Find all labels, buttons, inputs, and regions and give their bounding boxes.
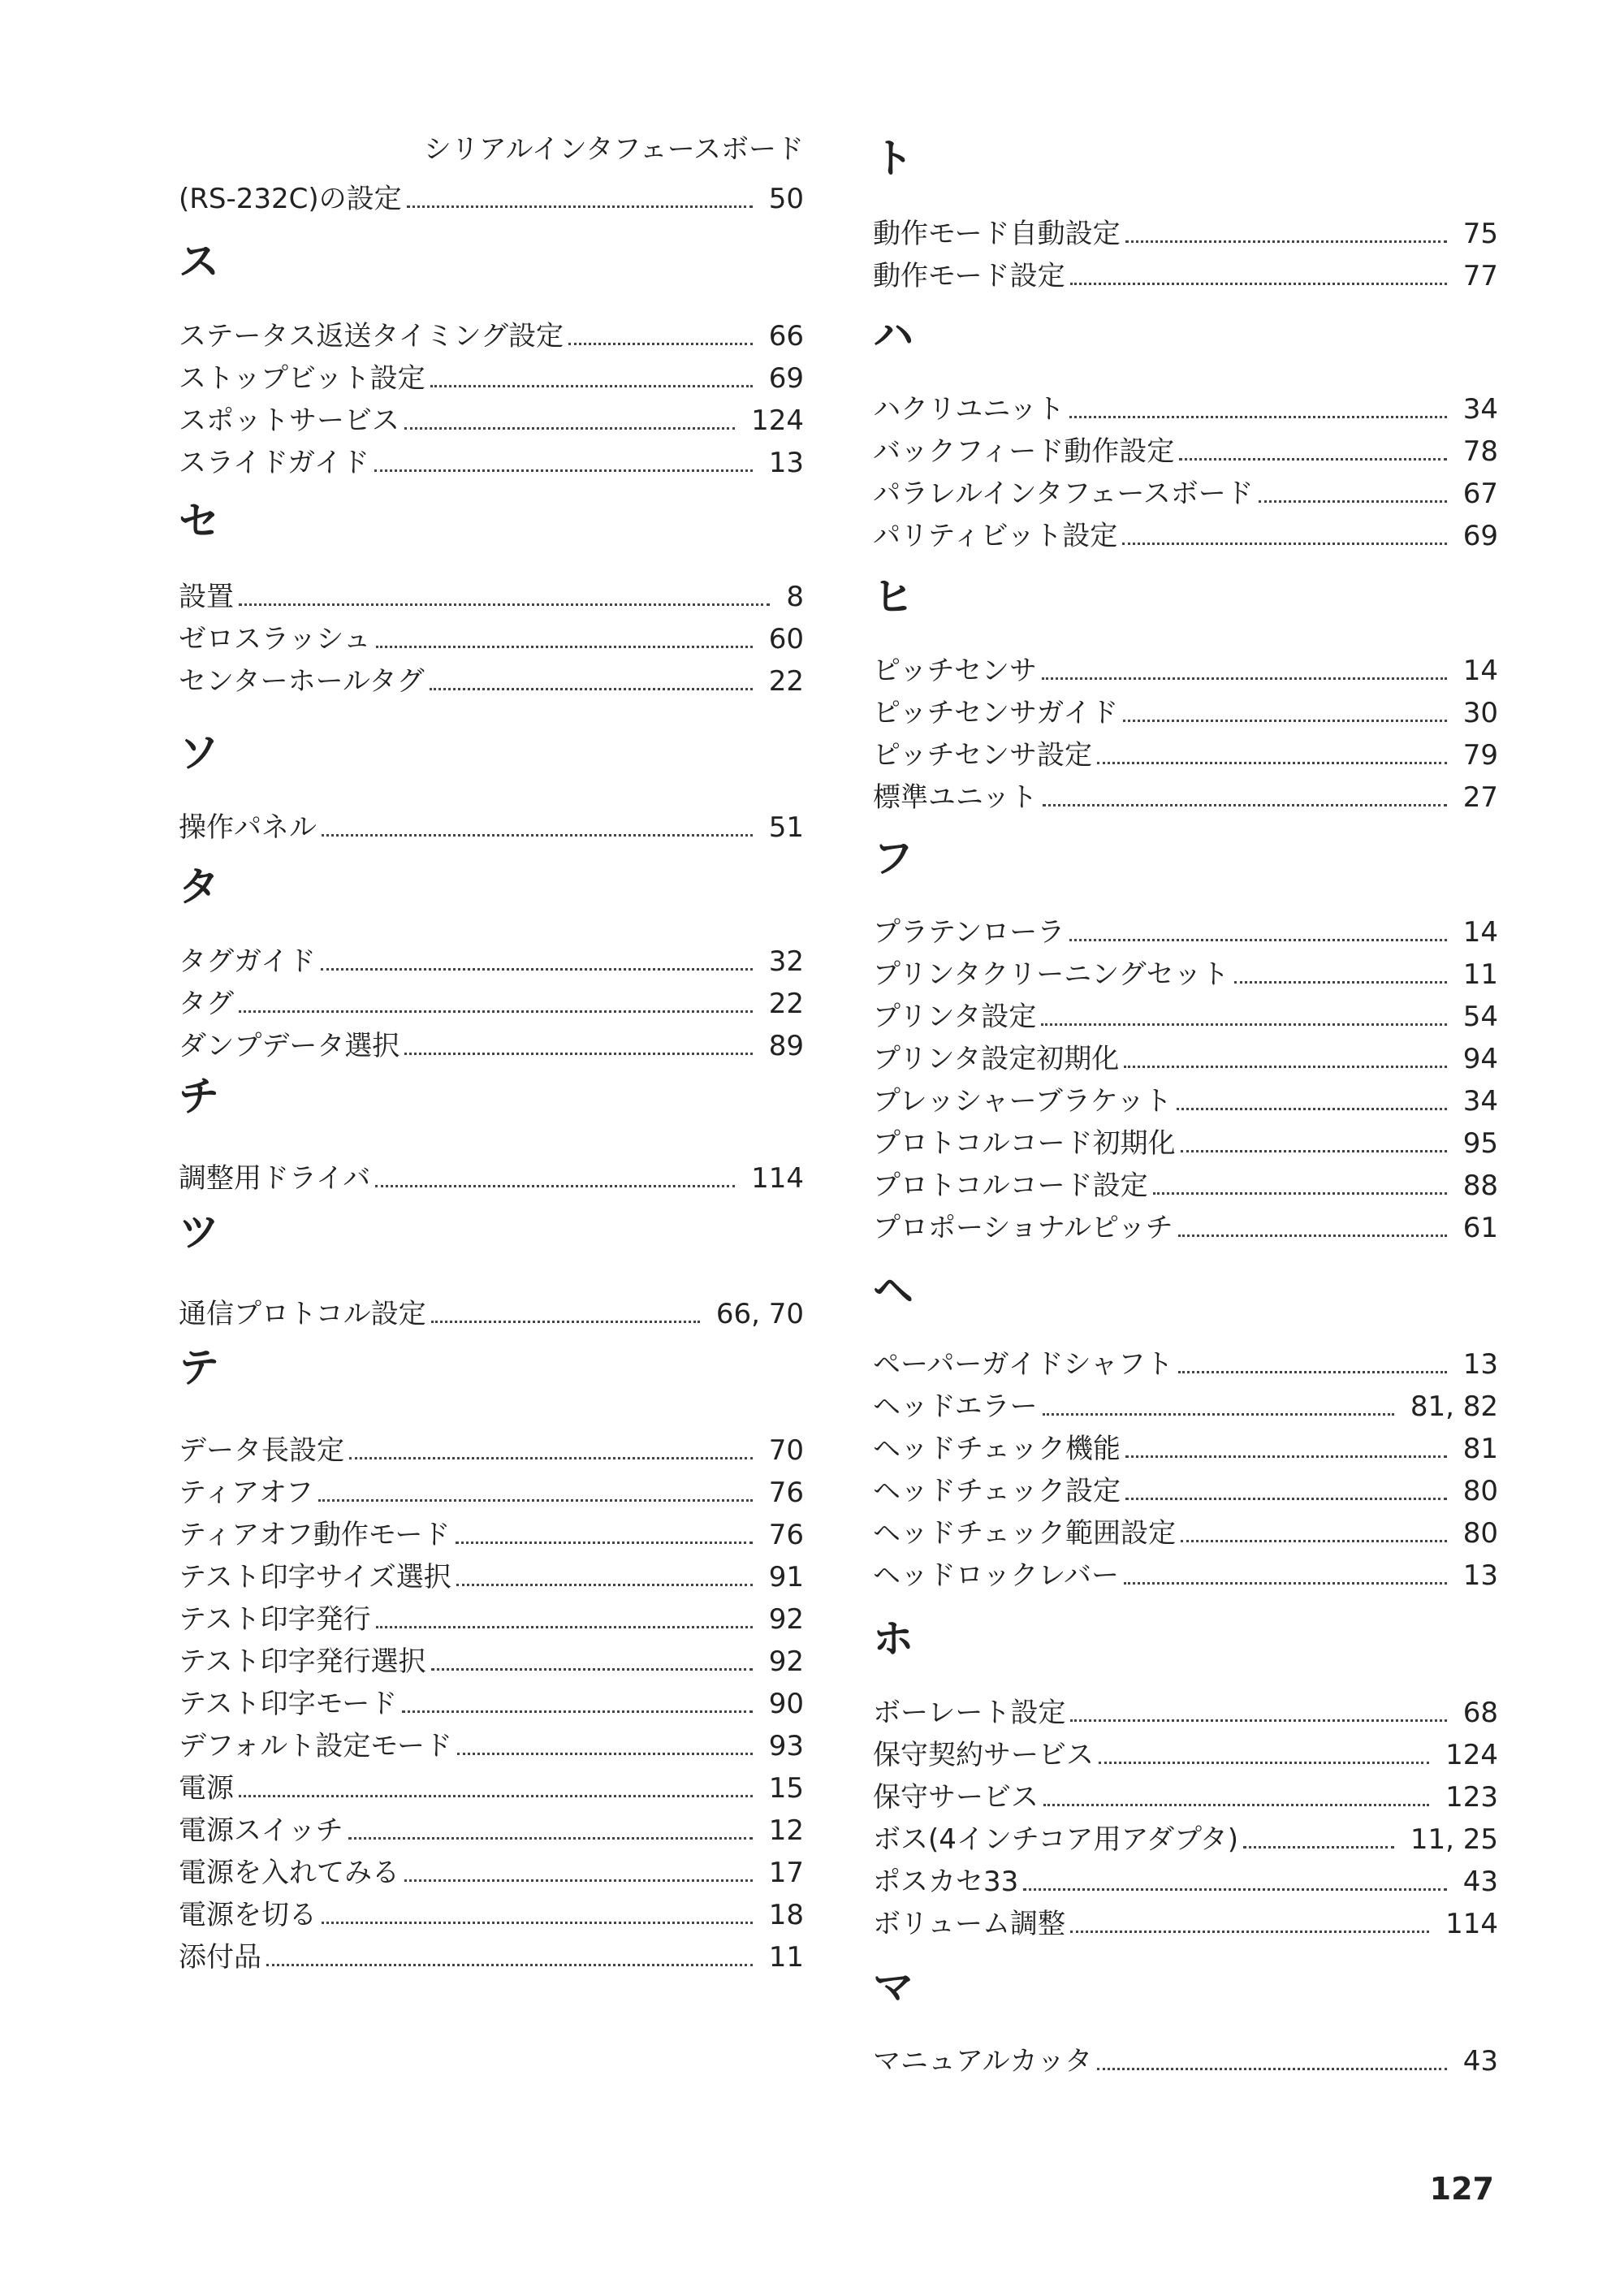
dot-leader [266,1964,753,1966]
index-page-ref: 80 [1462,1475,1498,1507]
index-term: ティアオフ [179,1477,313,1509]
index-term: ティアオフ動作モード [179,1519,451,1551]
index-entry [179,1844,804,1887]
index-term: ピッチセンサガイド [873,697,1119,729]
index-entry [179,975,804,1018]
index-term: プロトコルコード初期化 [873,1127,1176,1160]
dot-leader [404,1053,752,1055]
index-entry [873,727,1498,772]
dot-leader [1070,283,1447,285]
index-page-ref: 80 [1462,1517,1498,1550]
dot-leader [1097,2068,1446,2070]
index-term: 電源 [179,1772,234,1805]
index-term: 動作モード設定 [873,260,1065,292]
index-entry [873,2033,1498,2078]
index-term: プリンタ設定 [873,1001,1037,1033]
dot-leader [349,1457,753,1459]
index-term: ダンプデータ選択 [179,1030,400,1062]
index-page-ref: 91 [768,1561,804,1593]
index-entry [873,1378,1498,1423]
dot-leader [1099,1762,1429,1764]
dot-leader [1122,543,1446,545]
dot-leader [239,1795,753,1797]
index-page-ref: 78 [1462,435,1498,468]
index-entry [179,1760,804,1805]
index-term: 電源スイッチ [179,1814,343,1847]
index-page-ref: 67 [1462,478,1498,510]
index-entry [179,933,804,978]
index-term: テスト印字モード [179,1688,398,1720]
index-entry [179,653,804,698]
index-term: 電源を入れてみる [179,1857,400,1889]
index-entry [179,1676,804,1718]
index-term: プリンタクリーニングセット [873,958,1229,991]
section-heading: ソ [179,729,219,776]
index-term: 添付品 [179,1941,261,1974]
index-entry [179,1633,804,1676]
index-page-ref: 94 [1462,1043,1498,1075]
index-term: ストップビット設定 [179,362,425,395]
index-page-ref: 8 [786,581,804,613]
index-page-ref: 88 [1462,1170,1498,1202]
index-entry [179,1718,804,1760]
index-entry [873,465,1498,508]
index-term: バックフィード動作設定 [873,435,1175,468]
index-term: スポットサービス [179,404,400,437]
section-heading: マ [873,1964,914,2011]
index-entry [873,1811,1498,1856]
index-entry [873,1547,1498,1592]
dot-leader [404,1879,753,1882]
section-heading: ヘ [873,1267,914,1314]
index-entry [179,1507,804,1549]
index-term: ボーレート設定 [873,1697,1066,1729]
index-page-ref: 66 [768,320,804,352]
index-page-ref: 34 [1462,393,1498,426]
dot-leader [239,603,770,606]
index-entry [179,799,804,844]
dot-leader [321,968,753,971]
index-term: ヘッドエラー [873,1390,1038,1423]
index-term: ペーパーガイドシャフト [873,1348,1173,1381]
page-number: 127 [1429,2171,1494,2207]
index-term: マニュアルカッタ [873,2045,1093,2078]
index-term: プリンタ設定初期化 [873,1043,1120,1075]
index-page-ref: 11, 25 [1410,1823,1498,1856]
index-page-ref: 43 [1462,1866,1498,1898]
index-page-ref: 13 [1462,1559,1498,1592]
index-page-ref: 32 [768,945,804,978]
index-entry [179,350,804,395]
index-term: ポスカセ33 [873,1866,1019,1898]
index-term: プレッシャーブラケット [873,1085,1173,1118]
index-entry [873,205,1498,248]
dot-leader [407,205,753,208]
index-page-ref: 50 [768,183,804,215]
index-entry [179,1549,804,1591]
index-term: タグ [179,988,234,1020]
section-heading: チ [179,1073,219,1120]
index-page-ref: 77 [1462,260,1498,292]
index-page-ref: 14 [1462,655,1498,687]
dot-leader [1181,1150,1447,1152]
section-heading: ホ [873,1615,914,1663]
index-page-ref: 114 [1445,1908,1498,1940]
index-entry [179,1018,804,1060]
dot-leader [1069,939,1446,941]
section-heading: タ [179,863,219,910]
index-page-ref: 51 [768,811,804,844]
index-term: ピッチセンサ設定 [873,739,1092,772]
section-heading: ス [179,238,219,285]
dot-leader [1125,240,1447,243]
dot-leader [1178,1371,1447,1373]
index-term: (RS-232C)の設定 [179,183,402,215]
dot-leader [322,1922,753,1924]
index-entry [873,1336,1498,1381]
index-page-ref: 92 [768,1645,804,1678]
dot-leader [1179,458,1446,460]
index-term: 保守サービス [873,1781,1039,1814]
index-term: タグガイド [179,945,316,978]
index-entry [179,1422,804,1467]
index-entry [873,904,1498,949]
index-term: ボス(4インチコア用アダプタ) [873,1823,1239,1856]
index-page-ref: 14 [1462,916,1498,949]
section-heading: ト [873,135,914,182]
index-entry [179,1591,804,1636]
index-term: デフォルト設定モード [179,1730,452,1762]
index-term: テスト印字サイズ選択 [179,1561,451,1593]
index-entry [873,1200,1498,1242]
index-page-ref: 13 [768,447,804,479]
dot-leader [374,469,753,472]
index-page-ref: 68 [1462,1697,1498,1729]
dot-leader [322,834,753,837]
dot-leader [1124,1582,1447,1585]
dot-leader [1259,500,1447,503]
index-entry [873,1157,1498,1200]
index-page-ref: 11 [1462,958,1498,991]
dot-leader [1070,1931,1429,1933]
index-entry [179,611,804,653]
section-heading: テ [179,1344,219,1391]
index-page-ref: 79 [1462,739,1498,772]
index-page-ref: 12 [768,1814,804,1847]
index-page-ref: 81, 82 [1410,1390,1498,1423]
dot-leader [1043,804,1447,806]
dot-leader [430,688,753,690]
index-term: センターホールタグ [179,665,425,698]
index-term: 通信プロトコル設定 [179,1298,426,1330]
dot-leader [1097,762,1447,764]
index-entry [179,569,804,611]
index-page-ref: 61 [1462,1212,1498,1244]
index-term: 保守契約サービス [873,1739,1094,1771]
index-page-ref: 124 [751,404,804,437]
index-entry [873,1115,1498,1160]
dot-leader [1041,1023,1446,1026]
index-entry [873,642,1498,685]
dot-leader [431,1668,753,1671]
index-page-ref: 69 [768,362,804,395]
dot-leader [376,646,753,648]
index-entry [179,1887,804,1929]
index-page-ref: 27 [1462,781,1498,814]
dot-leader [1042,677,1447,680]
index-entry [873,1769,1498,1814]
index-page-ref: 60 [768,623,804,655]
dot-leader [568,343,753,345]
index-entry [873,248,1498,290]
index-page-ref: 92 [768,1603,804,1636]
section-heading: ヒ [873,573,914,620]
index-page-ref: 90 [768,1688,804,1720]
index-term: ボリューム調整 [873,1908,1065,1940]
dot-leader [348,1837,753,1840]
index-entry [873,1896,1498,1938]
index-page-ref: 17 [768,1857,804,1889]
index-entry [179,1929,804,1974]
dot-leader [1181,1540,1447,1542]
index-page-ref: 70 [768,1434,804,1467]
index-term: データ長設定 [179,1434,344,1467]
index-page-ref: 18 [768,1899,804,1931]
section-heading: ハ [873,312,914,359]
index-entry [179,171,804,213]
dot-leader [1023,1888,1446,1891]
index-page-ref: 76 [768,1519,804,1551]
index-entry [179,435,804,477]
index-entry [179,1286,804,1328]
index-page-ref: 89 [768,1030,804,1062]
index-term: 動作モード自動設定 [873,218,1121,250]
index-entry [873,423,1498,468]
dot-leader [457,1753,753,1755]
dot-leader [1125,1498,1447,1500]
dot-leader [1070,1719,1446,1722]
index-term: ヘッドチェック機能 [873,1433,1121,1465]
index-term-continued-line: シリアルインタフェースボード [423,133,804,166]
dot-leader [1234,981,1447,984]
index-entry [873,946,1498,991]
index-entry [873,1031,1498,1073]
dot-leader [1043,1413,1394,1416]
index-term: 電源を切る [179,1899,317,1931]
dot-leader [1124,1066,1446,1068]
dot-leader [1153,1192,1447,1195]
index-page-ref: 69 [1462,520,1498,552]
index-term: パラレルインタフェースボード [873,478,1254,510]
index-entry [873,1684,1498,1727]
index-term: プロポーショナルピッチ [873,1212,1173,1244]
index-term: ヘッドチェック範囲設定 [873,1517,1176,1550]
dot-leader [376,1626,753,1628]
index-page-ref: 66, 70 [715,1298,804,1330]
index-term: 標準ユニット [873,781,1038,814]
index-term: スライドガイド [179,447,369,479]
section-heading: セ [179,498,219,545]
index-entry [873,1420,1498,1463]
index-page-ref: 22 [768,988,804,1020]
index-entry [179,308,804,350]
index-entry [873,508,1498,550]
index-page-ref: 75 [1462,218,1498,250]
index-page-ref: 13 [1462,1348,1498,1381]
dot-leader [431,1321,700,1323]
dot-leader [1125,1455,1447,1458]
index-term: プロトコルコード設定 [873,1170,1148,1202]
dot-leader [1243,1846,1394,1848]
index-page-ref: 76 [768,1477,804,1509]
index-entry [873,1727,1498,1769]
index-page-ref: 30 [1462,697,1498,729]
dot-leader [402,1710,752,1713]
index-entry [873,685,1498,727]
dot-leader [1069,416,1447,418]
index-page-ref: 11 [768,1941,804,1974]
dot-leader [404,427,735,430]
index-entry [873,769,1498,814]
dot-leader [1178,1234,1447,1237]
index-term: ヘッドチェック設定 [873,1475,1121,1507]
index-term: ピッチセンサ [873,655,1037,687]
index-entry [179,1802,804,1847]
index-term: ヘッドロックレバー [873,1559,1119,1592]
section-heading: フ [873,835,914,882]
dot-leader [430,385,753,387]
index-term: 操作パネル [179,811,317,844]
dot-leader [456,1541,753,1544]
index-page-ref: 54 [1462,1001,1498,1033]
index-page-ref: 93 [768,1730,804,1762]
index-entry [873,988,1498,1031]
index-page-ref: 81 [1462,1433,1498,1465]
index-entry [873,1505,1498,1550]
index-term: ステータス返送タイミング設定 [179,320,564,352]
index-term: テスト印字発行 [179,1603,371,1636]
index-page-ref: 114 [751,1162,804,1195]
index-term: ハクリユニット [873,393,1065,426]
section-heading: ツ [179,1209,219,1256]
index-page-ref: 34 [1462,1085,1498,1118]
index-term: ゼロスラッシュ [179,623,371,655]
index-entry [179,1464,804,1507]
index-term: 設置 [179,581,234,613]
dot-leader [1043,1804,1429,1806]
index-page-ref: 123 [1445,1781,1498,1814]
dot-leader [239,1010,753,1013]
index-term: プラテンローラ [873,916,1065,949]
dot-leader [375,1185,735,1187]
index-page-ref: 15 [768,1772,804,1805]
index-page-ref: 43 [1462,2045,1498,2078]
index-entry [179,1150,804,1195]
index-term: テスト印字発行選択 [179,1645,426,1678]
index-entry [179,392,804,435]
dot-leader [318,1499,753,1502]
index-term: パリティビット設定 [873,520,1118,552]
index-page-ref: 124 [1445,1739,1498,1771]
dot-leader [1123,720,1446,722]
index-entry [873,381,1498,426]
index-entry [873,1463,1498,1505]
dot-leader [456,1584,753,1586]
index-term: 調整用ドライバ [179,1162,371,1195]
index-entry [873,1853,1498,1896]
index-page-ref: 95 [1462,1127,1498,1160]
index-entry [873,1073,1498,1118]
index-page-ref: 22 [768,665,804,698]
dot-leader [1177,1108,1447,1110]
